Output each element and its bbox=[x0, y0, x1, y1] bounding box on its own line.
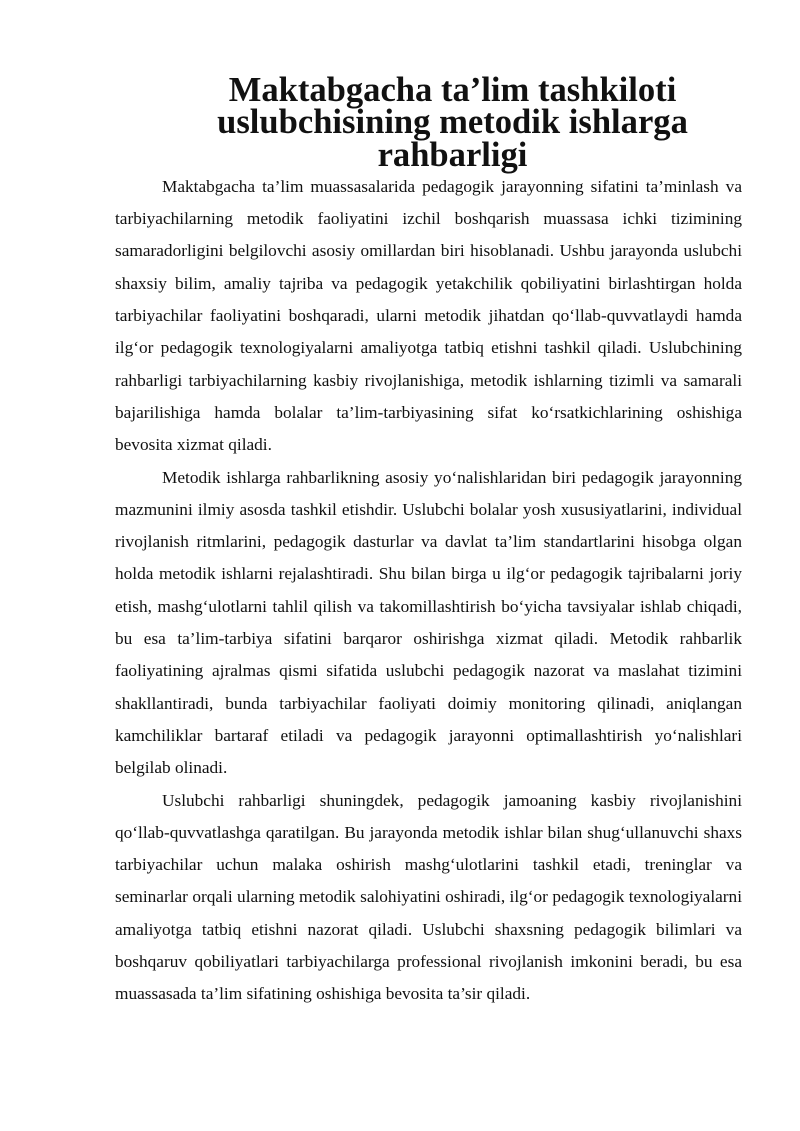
title-line-1: Maktabgacha ta’lim tashkiloti uslubchisining metodik ishlarga bbox=[217, 71, 688, 142]
paragraph-2: Metodik ishlarga rahbarlikning asosiy yo‘nalishlaridan biri pedagogik jarayonning mazmunini ilmiy asosda tashkil etishdir. Uslubchi bolalar yosh xususiyatlarini, individual rivojlanish ritmlarini, pedagogik dasturlar va davlat ta’lim standartlarini hisobga olgan holda metodik ishlarni rejalashtiradi. Shu bilan birga u ilg‘or pedagogik tajribalarni joriy etish, mashg‘ulotlarni tahlil qilish va takomillashtirish bo‘yicha tavsiyalar ishlab chiqadi, bu esa ta’lim-tarbiya sifatini barqaror oshirishga xizmat qiladi. Metodik rahbarlik faoliyatining ajralmas qismi sifatida uslubchi pedagogik nazorat va maslahat tizimini shakllantiradi, bunda tarbiyachilar faoliyati doimiy monitoring qilinadi, aniqlangan kamchiliklar bartaraf etiladi va pedagogik jarayonni optimallashtirish yo‘nalishlari belgilab olinadi. bbox=[115, 467, 742, 778]
paragraph-1: Maktabgacha ta’lim muassasalarida pedagogik jarayonning sifatini ta’minlash va tarbiyachilarning metodik faoliyatini izchil boshqarish muassasa ichki tizimining samaradorligini belgilovchi asosiy omillardan biri hisoblanadi. Ushbu jarayonda uslubchi shaxsiy bilim, amaliy tajriba va pedagogik yetakchilik qobiliyatini birlashtirgan holda tarbiyachilar faoliyatini boshqaradi, ularni metodik jihatdan qo‘llab-quvvatlaydi hamda ilg‘or pedagogik texnologiyalarni amaliyotga tatbiq etishni tashkil qiladi. Uslubchining rahbarligi tarbiyachilarning kasbiy rivojlanishiga, metodik ishlarning tizimli va samarali bajarilishiga hamda bolalar ta’lim-tarbiyasining sifat ko‘rsatkichlarining oshishiga bevosita xizmat qiladi. bbox=[115, 176, 742, 455]
paragraph-3: Uslubchi rahbarligi shuningdek, pedagogik jamoaning kasbiy rivojlanishini qo‘llab-quvvatlashga qaratilgan. Bu jarayonda metodik ishlar bilan shug‘ullanuvchi shaxs tarbiyachilar uchun malaka oshirish mashg‘ulotlarini tashkil etadi, treninglar va seminarlar orqali ularning metodik salohiyatini oshiradi, ilg‘or pedagogik texnologiyalarni amaliyotga tatbiq etishni nazorat qiladi. Uslubchi shaxsning pedagogik bilimlari va boshqaruv qobiliyatlari tarbiyachilarga professional rivojlanish imkonini beradi, bu esa muassasada ta’lim sifatining oshishiga bevosita ta’sir qiladi. bbox=[115, 790, 742, 1004]
title-line-2: rahbarligi bbox=[377, 135, 528, 174]
document-title bbox=[115, 71, 742, 174]
document-body bbox=[115, 71, 742, 1011]
